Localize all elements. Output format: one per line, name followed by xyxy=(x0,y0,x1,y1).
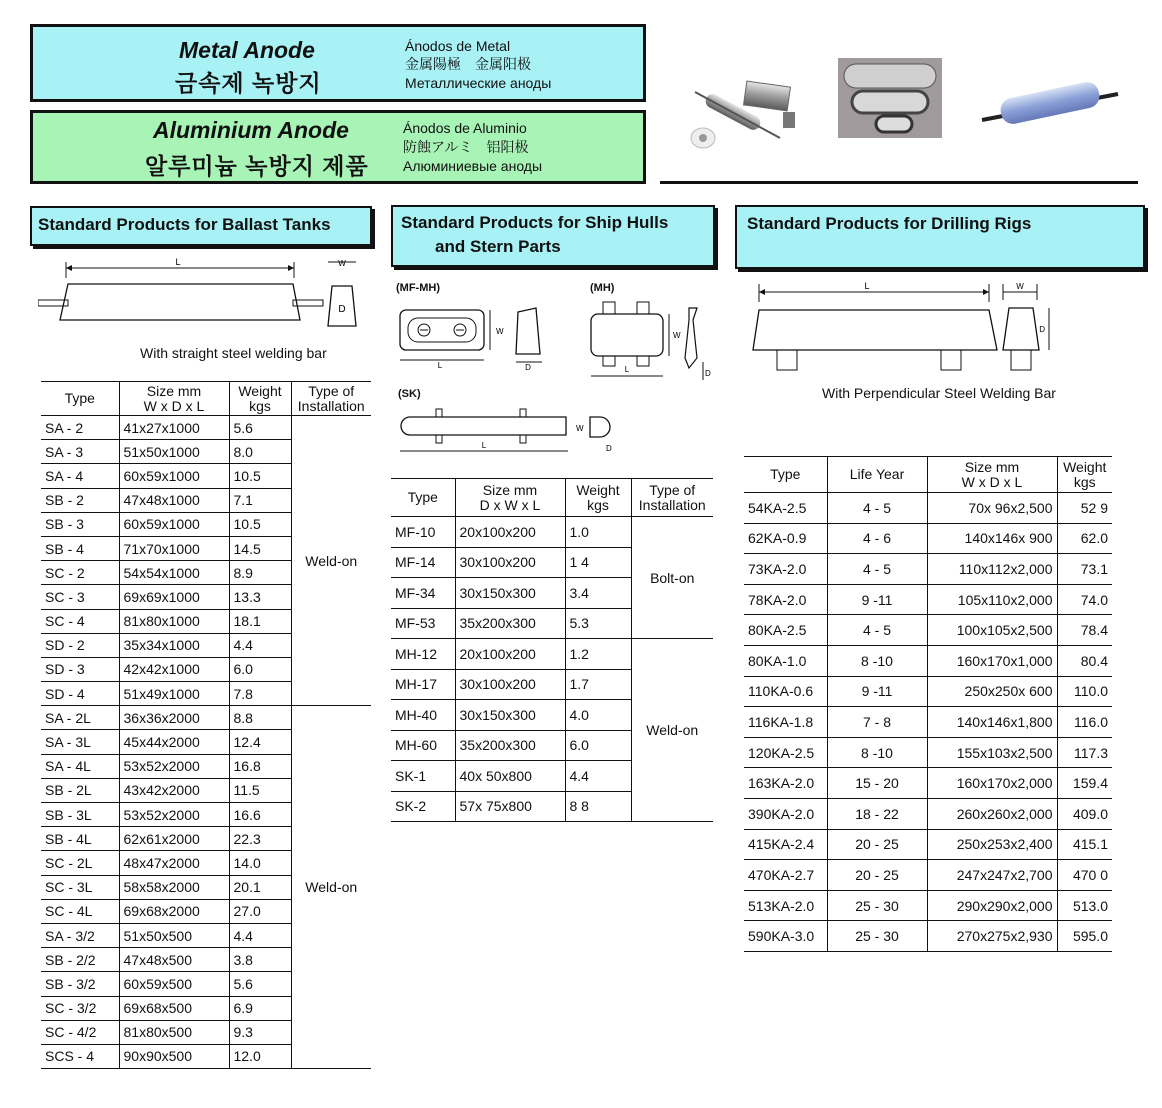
type-cell: SD - 4 xyxy=(41,682,119,706)
weight-cell: 3.4 xyxy=(565,578,631,609)
aluminium-anode-lang-2: 防蝕アルミ 铝阳极 xyxy=(403,139,529,155)
installation-cell: Weld-on xyxy=(291,706,371,1069)
weight-cell: 80.4 xyxy=(1057,645,1112,676)
mf-diagram-d: D xyxy=(525,363,531,372)
weight-cell: 6.0 xyxy=(565,730,631,761)
hull-header-weight: Weight kgs xyxy=(565,479,631,517)
weight-cell: 16.6 xyxy=(229,803,291,827)
weight-cell: 22.3 xyxy=(229,827,291,851)
ballast-diagram-l: L xyxy=(175,257,181,267)
weight-cell: 20.1 xyxy=(229,875,291,899)
installation-cell: Weld-on xyxy=(291,416,371,706)
size-cell: 140x146x1,800 xyxy=(927,707,1057,738)
mh-anode-diagram xyxy=(585,298,715,388)
mh-diagram-w: W xyxy=(673,331,681,340)
size-cell: 69x68x500 xyxy=(119,996,229,1020)
weight-cell: 8.9 xyxy=(229,561,291,585)
drilling-section-title: Standard Products for Drilling Rigs xyxy=(735,205,1145,269)
size-cell: 30x150x300 xyxy=(455,700,565,731)
drilling-header-life: Life Year xyxy=(827,457,927,493)
aluminium-anode-title-en: Aluminium Anode xyxy=(153,117,349,143)
table-row xyxy=(41,416,371,440)
drilling-anode-diagram xyxy=(745,278,1080,378)
type-cell: SB - 4 xyxy=(41,536,119,560)
type-cell: SA - 3/2 xyxy=(41,923,119,947)
life-cell: 25 - 30 xyxy=(827,890,927,921)
size-cell: 57x 75x800 xyxy=(455,791,565,822)
weight-cell: 74.0 xyxy=(1057,584,1112,615)
size-cell: 35x34x1000 xyxy=(119,633,229,657)
weight-cell: 12.0 xyxy=(229,1044,291,1068)
weight-cell: 415.1 xyxy=(1057,829,1112,860)
weight-cell: 14.0 xyxy=(229,851,291,875)
drilling-header-weight: Weight kgs xyxy=(1057,457,1112,493)
size-cell: 81x80x1000 xyxy=(119,609,229,633)
weight-cell: 117.3 xyxy=(1057,737,1112,768)
type-cell: MH-17 xyxy=(391,669,455,700)
type-cell: MF-10 xyxy=(391,517,455,548)
type-cell: MF-14 xyxy=(391,547,455,578)
type-cell: SA - 4L xyxy=(41,754,119,778)
table-row xyxy=(744,707,1112,738)
size-cell: 247x247x2,700 xyxy=(927,860,1057,891)
weight-cell: 8.8 xyxy=(229,706,291,730)
table-row xyxy=(744,768,1112,799)
size-cell: 54x54x1000 xyxy=(119,561,229,585)
weight-cell: 110.0 xyxy=(1057,676,1112,707)
type-cell: 80KA-1.0 xyxy=(744,645,827,676)
type-cell: 80KA-2.5 xyxy=(744,615,827,646)
weight-cell: 14.5 xyxy=(229,536,291,560)
installation-cell: Weld-on xyxy=(631,639,713,822)
table-row xyxy=(744,554,1112,585)
ballast-diagram-d: D xyxy=(338,304,346,315)
metal-anode-banner xyxy=(30,24,646,102)
hull-header-type: Type xyxy=(391,479,455,517)
size-cell: 250x250x 600 xyxy=(927,676,1057,707)
weight-cell: 409.0 xyxy=(1057,798,1112,829)
header-rule xyxy=(660,181,1138,184)
weight-cell: 62.0 xyxy=(1057,523,1112,554)
weight-cell: 52 9 xyxy=(1057,493,1112,524)
type-cell: SCS - 4 xyxy=(41,1044,119,1068)
size-cell: 140x146x 900 xyxy=(927,523,1057,554)
type-cell: 62KA-0.9 xyxy=(744,523,827,554)
size-cell: 69x69x1000 xyxy=(119,585,229,609)
aluminium-anode-lang-1: Ánodos de Aluminio xyxy=(403,120,527,136)
hull-title-line-2: and Stern Parts xyxy=(435,237,561,256)
type-cell: 513KA-2.0 xyxy=(744,890,827,921)
mf-diagram-l: L xyxy=(437,361,443,370)
life-cell: 4 - 6 xyxy=(827,523,927,554)
sk-diagram-d: D xyxy=(606,444,612,453)
hull-label-mh: (MH) xyxy=(590,282,615,294)
mf-mh-anode-diagram xyxy=(396,298,576,374)
drilling-diagram-d: D xyxy=(1039,325,1045,334)
type-cell: 120KA-2.5 xyxy=(744,737,827,768)
type-cell: MF-53 xyxy=(391,608,455,639)
ballast-anode-diagram xyxy=(38,254,358,340)
ballast-table xyxy=(41,381,371,1069)
type-cell: SC - 3L xyxy=(41,875,119,899)
weight-cell: 16.8 xyxy=(229,754,291,778)
hull-section-title xyxy=(391,205,715,267)
weight-cell: 3.8 xyxy=(229,948,291,972)
weight-cell: 5.6 xyxy=(229,416,291,440)
hull-label-mf-mh: (MF-MH) xyxy=(396,282,440,294)
ballast-diagram-w: W xyxy=(338,259,346,268)
type-cell: SB - 2L xyxy=(41,778,119,802)
oval-anode-photo xyxy=(838,58,942,138)
type-cell: SB - 3L xyxy=(41,803,119,827)
type-cell: 163KA-2.0 xyxy=(744,768,827,799)
type-cell: 73KA-2.0 xyxy=(744,554,827,585)
hull-table xyxy=(391,478,713,822)
life-cell: 4 - 5 xyxy=(827,554,927,585)
ballast-section-title: Standard Products for Ballast Tanks xyxy=(30,206,372,246)
type-cell: SK-2 xyxy=(391,791,455,822)
size-cell: 53x52x2000 xyxy=(119,803,229,827)
type-cell: SC - 3/2 xyxy=(41,996,119,1020)
aluminium-anode-banner xyxy=(30,110,646,184)
life-cell: 7 - 8 xyxy=(827,707,927,738)
type-cell: SC - 3 xyxy=(41,585,119,609)
type-cell: SA - 3 xyxy=(41,440,119,464)
size-cell: 41x27x1000 xyxy=(119,416,229,440)
size-cell: 45x44x2000 xyxy=(119,730,229,754)
size-cell: 60x59x1000 xyxy=(119,512,229,536)
type-cell: MF-34 xyxy=(391,578,455,609)
size-cell: 60x59x1000 xyxy=(119,464,229,488)
table-row xyxy=(744,829,1112,860)
weight-cell: 13.3 xyxy=(229,585,291,609)
drilling-diagram-l: L xyxy=(864,281,870,291)
weight-cell: 4.4 xyxy=(229,633,291,657)
hull-header-size: Size mm D x W x L xyxy=(455,479,565,517)
table-row xyxy=(744,676,1112,707)
sk-anode-diagram xyxy=(396,405,618,467)
type-cell: MH-12 xyxy=(391,639,455,670)
type-cell: SB - 3/2 xyxy=(41,972,119,996)
table-row xyxy=(41,706,371,730)
size-cell: 30x150x300 xyxy=(455,578,565,609)
weight-cell: 7.8 xyxy=(229,682,291,706)
weight-cell: 73.1 xyxy=(1057,554,1112,585)
table-row xyxy=(391,639,713,670)
type-cell: SC - 2L xyxy=(41,851,119,875)
weight-cell: 159.4 xyxy=(1057,768,1112,799)
type-cell: SA - 2L xyxy=(41,706,119,730)
sk-diagram-l: L xyxy=(481,441,487,450)
size-cell: 70x 96x2,500 xyxy=(927,493,1057,524)
life-cell: 4 - 5 xyxy=(827,493,927,524)
weight-cell: 595.0 xyxy=(1057,921,1112,952)
type-cell: SB - 4L xyxy=(41,827,119,851)
type-cell: 116KA-1.8 xyxy=(744,707,827,738)
size-cell: 53x52x2000 xyxy=(119,754,229,778)
table-row xyxy=(391,517,713,548)
type-cell: 415KA-2.4 xyxy=(744,829,827,860)
weight-cell: 470 0 xyxy=(1057,860,1112,891)
table-row xyxy=(744,860,1112,891)
type-cell: MH-60 xyxy=(391,730,455,761)
life-cell: 8 -10 xyxy=(827,645,927,676)
size-cell: 160x170x1,000 xyxy=(927,645,1057,676)
type-cell: 110KA-0.6 xyxy=(744,676,827,707)
type-cell: SC - 4L xyxy=(41,899,119,923)
weight-cell: 18.1 xyxy=(229,609,291,633)
size-cell: 51x49x1000 xyxy=(119,682,229,706)
type-cell: 54KA-2.5 xyxy=(744,493,827,524)
weight-cell: 1 4 xyxy=(565,547,631,578)
type-cell: SC - 4/2 xyxy=(41,1020,119,1044)
weight-cell: 4.0 xyxy=(565,700,631,731)
life-cell: 9 -11 xyxy=(827,676,927,707)
weight-cell: 116.0 xyxy=(1057,707,1112,738)
aluminium-anode-lang-3: Алюминиевые аноды xyxy=(403,158,543,174)
cylinder-anode-photo xyxy=(980,80,1120,130)
size-cell: 58x58x2000 xyxy=(119,875,229,899)
size-cell: 51x50x1000 xyxy=(119,440,229,464)
type-cell: SK-1 xyxy=(391,761,455,792)
hull-label-sk: (SK) xyxy=(398,388,421,400)
ballast-caption: With straight steel welding bar xyxy=(140,345,327,361)
size-cell: 47x48x1000 xyxy=(119,488,229,512)
type-cell: SC - 4 xyxy=(41,609,119,633)
drilling-header-type: Type xyxy=(744,457,827,493)
type-cell: SD - 3 xyxy=(41,657,119,681)
metal-anode-lang-2: 金属陽極 金属阳极 xyxy=(405,56,531,72)
size-cell: 42x42x1000 xyxy=(119,657,229,681)
drilling-table xyxy=(744,456,1112,952)
size-cell: 69x68x2000 xyxy=(119,899,229,923)
type-cell: 590KA-3.0 xyxy=(744,921,827,952)
weight-cell: 5.3 xyxy=(565,608,631,639)
weight-cell: 6.0 xyxy=(229,657,291,681)
size-cell: 270x275x2,930 xyxy=(927,921,1057,952)
drilling-diagram-w: W xyxy=(1016,282,1024,291)
metal-anode-lang-1: Ánodos de Metal xyxy=(405,38,511,54)
type-cell: SB - 2 xyxy=(41,488,119,512)
table-row xyxy=(744,798,1112,829)
size-cell: 47x48x500 xyxy=(119,948,229,972)
size-cell: 48x47x2000 xyxy=(119,851,229,875)
mf-diagram-w: W xyxy=(496,327,504,336)
size-cell: 81x80x500 xyxy=(119,1020,229,1044)
type-cell: SD - 2 xyxy=(41,633,119,657)
metal-anode-title-ko: 금속제 녹방지 xyxy=(175,70,322,96)
ballast-header-type: Type xyxy=(41,382,119,416)
type-cell: 470KA-2.7 xyxy=(744,860,827,891)
weight-cell: 10.5 xyxy=(229,512,291,536)
weight-cell: 7.1 xyxy=(229,488,291,512)
table-row xyxy=(744,737,1112,768)
weight-cell: 12.4 xyxy=(229,730,291,754)
weight-cell: 78.4 xyxy=(1057,615,1112,646)
size-cell: 250x253x2,400 xyxy=(927,829,1057,860)
weight-cell: 1.7 xyxy=(565,669,631,700)
type-cell: 78KA-2.0 xyxy=(744,584,827,615)
weight-cell: 5.6 xyxy=(229,972,291,996)
weight-cell: 27.0 xyxy=(229,899,291,923)
size-cell: 155x103x2,500 xyxy=(927,737,1057,768)
weight-cell: 1.0 xyxy=(565,517,631,548)
type-cell: SB - 2/2 xyxy=(41,948,119,972)
size-cell: 35x200x300 xyxy=(455,608,565,639)
table-row xyxy=(744,645,1112,676)
metal-anode-lang-3: Металлические аноды xyxy=(405,75,552,91)
hull-header-installation: Type of Installation xyxy=(631,479,713,517)
weight-cell: 513.0 xyxy=(1057,890,1112,921)
life-cell: 8 -10 xyxy=(827,737,927,768)
size-cell: 90x90x500 xyxy=(119,1044,229,1068)
size-cell: 60x59x500 xyxy=(119,972,229,996)
life-cell: 20 - 25 xyxy=(827,860,927,891)
drilling-caption: With Perpendicular Steel Welding Bar xyxy=(822,385,1056,401)
mh-diagram-d: D xyxy=(705,369,711,378)
installation-cell: Bolt-on xyxy=(631,517,713,639)
size-cell: 40x 50x800 xyxy=(455,761,565,792)
size-cell: 105x110x2,000 xyxy=(927,584,1057,615)
weight-cell: 4.4 xyxy=(229,923,291,947)
size-cell: 20x100x200 xyxy=(455,639,565,670)
life-cell: 20 - 25 xyxy=(827,829,927,860)
metal-anode-title-en: Metal Anode xyxy=(179,37,315,63)
type-cell: SA - 2 xyxy=(41,416,119,440)
type-cell: SA - 4 xyxy=(41,464,119,488)
size-cell: 36x36x2000 xyxy=(119,706,229,730)
size-cell: 30x100x200 xyxy=(455,669,565,700)
hull-title-line-1: Standard Products for Ship Hulls xyxy=(401,213,669,232)
weight-cell: 11.5 xyxy=(229,778,291,802)
size-cell: 160x170x2,000 xyxy=(927,768,1057,799)
type-cell: 390KA-2.0 xyxy=(744,798,827,829)
weight-cell: 6.9 xyxy=(229,996,291,1020)
table-row xyxy=(744,523,1112,554)
life-cell: 9 -11 xyxy=(827,584,927,615)
type-cell: SB - 3 xyxy=(41,512,119,536)
sk-diagram-w: W xyxy=(576,424,584,433)
size-cell: 260x260x2,000 xyxy=(927,798,1057,829)
ballast-header-weight: Weight kgs xyxy=(229,382,291,416)
size-cell: 110x112x2,000 xyxy=(927,554,1057,585)
weight-cell: 8.0 xyxy=(229,440,291,464)
size-cell: 35x200x300 xyxy=(455,730,565,761)
size-cell: 100x105x2,500 xyxy=(927,615,1057,646)
weight-cell: 10.5 xyxy=(229,464,291,488)
size-cell: 30x100x200 xyxy=(455,547,565,578)
weight-cell: 8 8 xyxy=(565,791,631,822)
weight-cell: 1.2 xyxy=(565,639,631,670)
drilling-header-size: Size mm W x D x L xyxy=(927,457,1057,493)
ballast-header-size: Size mm W x D x L xyxy=(119,382,229,416)
size-cell: 43x42x2000 xyxy=(119,778,229,802)
type-cell: SA - 3L xyxy=(41,730,119,754)
mh-diagram-l: L xyxy=(624,365,630,374)
size-cell: 71x70x1000 xyxy=(119,536,229,560)
life-cell: 15 - 20 xyxy=(827,768,927,799)
size-cell: 62x61x2000 xyxy=(119,827,229,851)
table-row xyxy=(744,890,1112,921)
ballast-header-installation: Type of Installation xyxy=(291,382,371,416)
life-cell: 25 - 30 xyxy=(827,921,927,952)
table-row xyxy=(744,584,1112,615)
table-row xyxy=(744,615,1112,646)
weight-cell: 9.3 xyxy=(229,1020,291,1044)
aluminium-anode-title-ko: 알루미늄 녹방지 제품 xyxy=(145,153,369,179)
life-cell: 4 - 5 xyxy=(827,615,927,646)
table-row xyxy=(744,921,1112,952)
size-cell: 290x290x2,000 xyxy=(927,890,1057,921)
type-cell: MH-40 xyxy=(391,700,455,731)
size-cell: 20x100x200 xyxy=(455,517,565,548)
weight-cell: 4.4 xyxy=(565,761,631,792)
type-cell: SC - 2 xyxy=(41,561,119,585)
table-row xyxy=(744,493,1112,524)
size-cell: 51x50x500 xyxy=(119,923,229,947)
anode-group-photo xyxy=(685,70,815,170)
life-cell: 18 - 22 xyxy=(827,798,927,829)
